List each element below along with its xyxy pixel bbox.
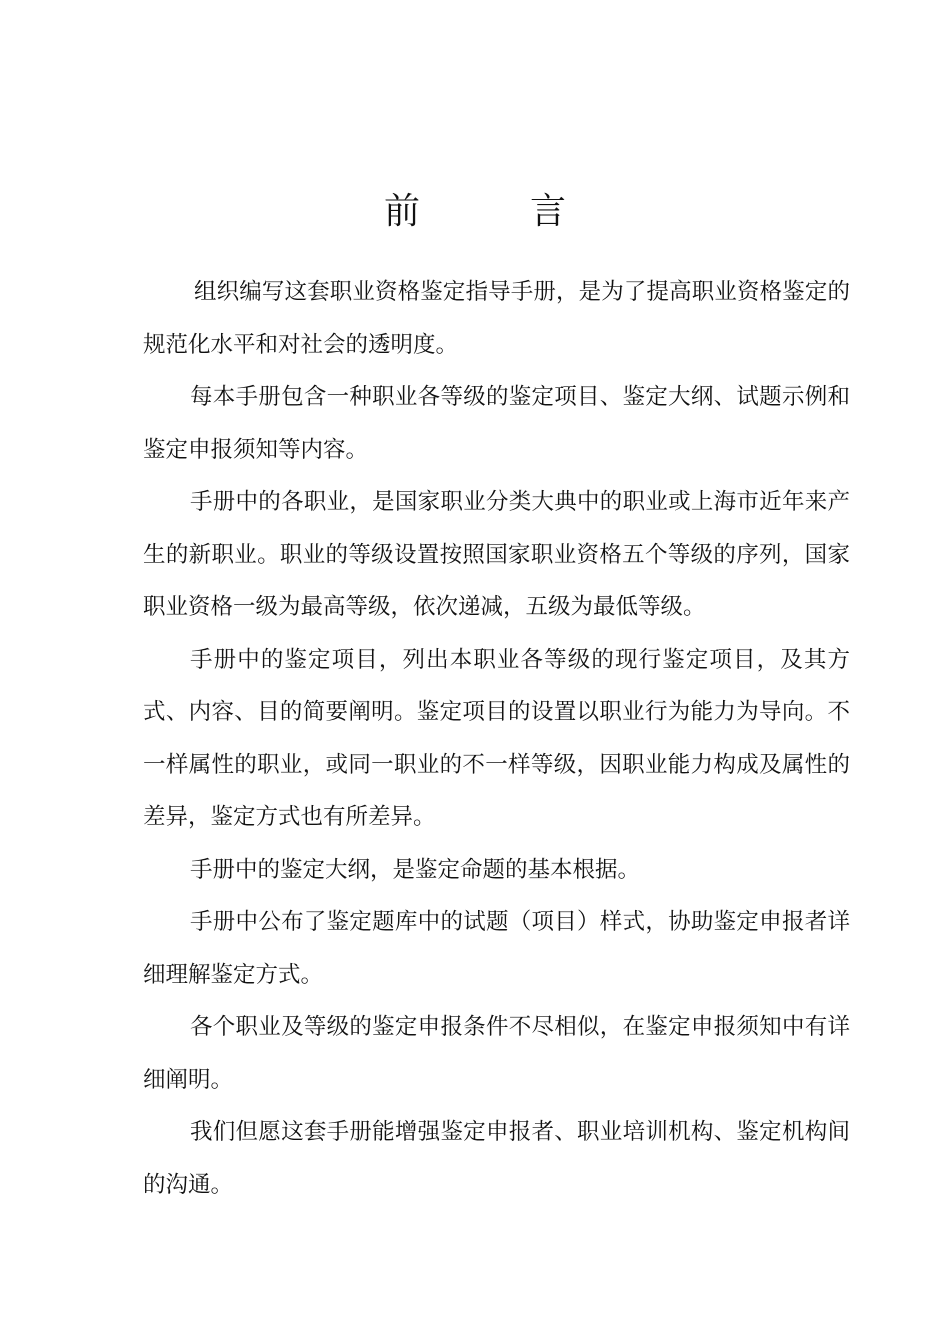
paragraph: 手册中的鉴定大纲，是鉴定命题的基本根据。 xyxy=(190,856,641,883)
paragraph: 手册中的各职业，是国家职业分类大典中的职业或上海市近年来产生的新职业。职业的等级设置按照国家职业资格五个等级的序列，国家职业资格一级为最高等级，依次递减，五级为最低等级。 xyxy=(143,489,850,620)
document-title: 前言 xyxy=(383,191,676,232)
paragraph: 每本手册包含一种职业各等级的鉴定项目、鉴定大纲、试题示例和鉴定申报须知等内容。 xyxy=(143,384,850,463)
paragraph: 组织编写这套职业资格鉴定指导手册，是为了提高职业资格鉴定的规范化水平和对社会的透明度。 xyxy=(143,279,850,358)
paragraph: 我们但愿这套手册能增强鉴定申报者、职业培训机构、鉴定机构间的沟通。 xyxy=(143,1119,850,1198)
paragraph: 手册中公布了鉴定题库中的试题（项目）样式，协助鉴定申报者详细理解鉴定方式。 xyxy=(143,909,850,988)
paragraph: 各个职业及等级的鉴定申报条件不尽相似，在鉴定申报须知中有详细阐明。 xyxy=(143,1014,850,1093)
document-body xyxy=(143,266,850,1211)
paragraph: 手册中的鉴定项目，列出本职业各等级的现行鉴定项目，及其方式、内容、目的简要阐明。鉴定项目的设置以职业行为能力为导向。不一样属性的职业，或同一职业的不一样等级，因职业能力构成及属性的差异，鉴定方式也有所差异。 xyxy=(143,646,850,830)
